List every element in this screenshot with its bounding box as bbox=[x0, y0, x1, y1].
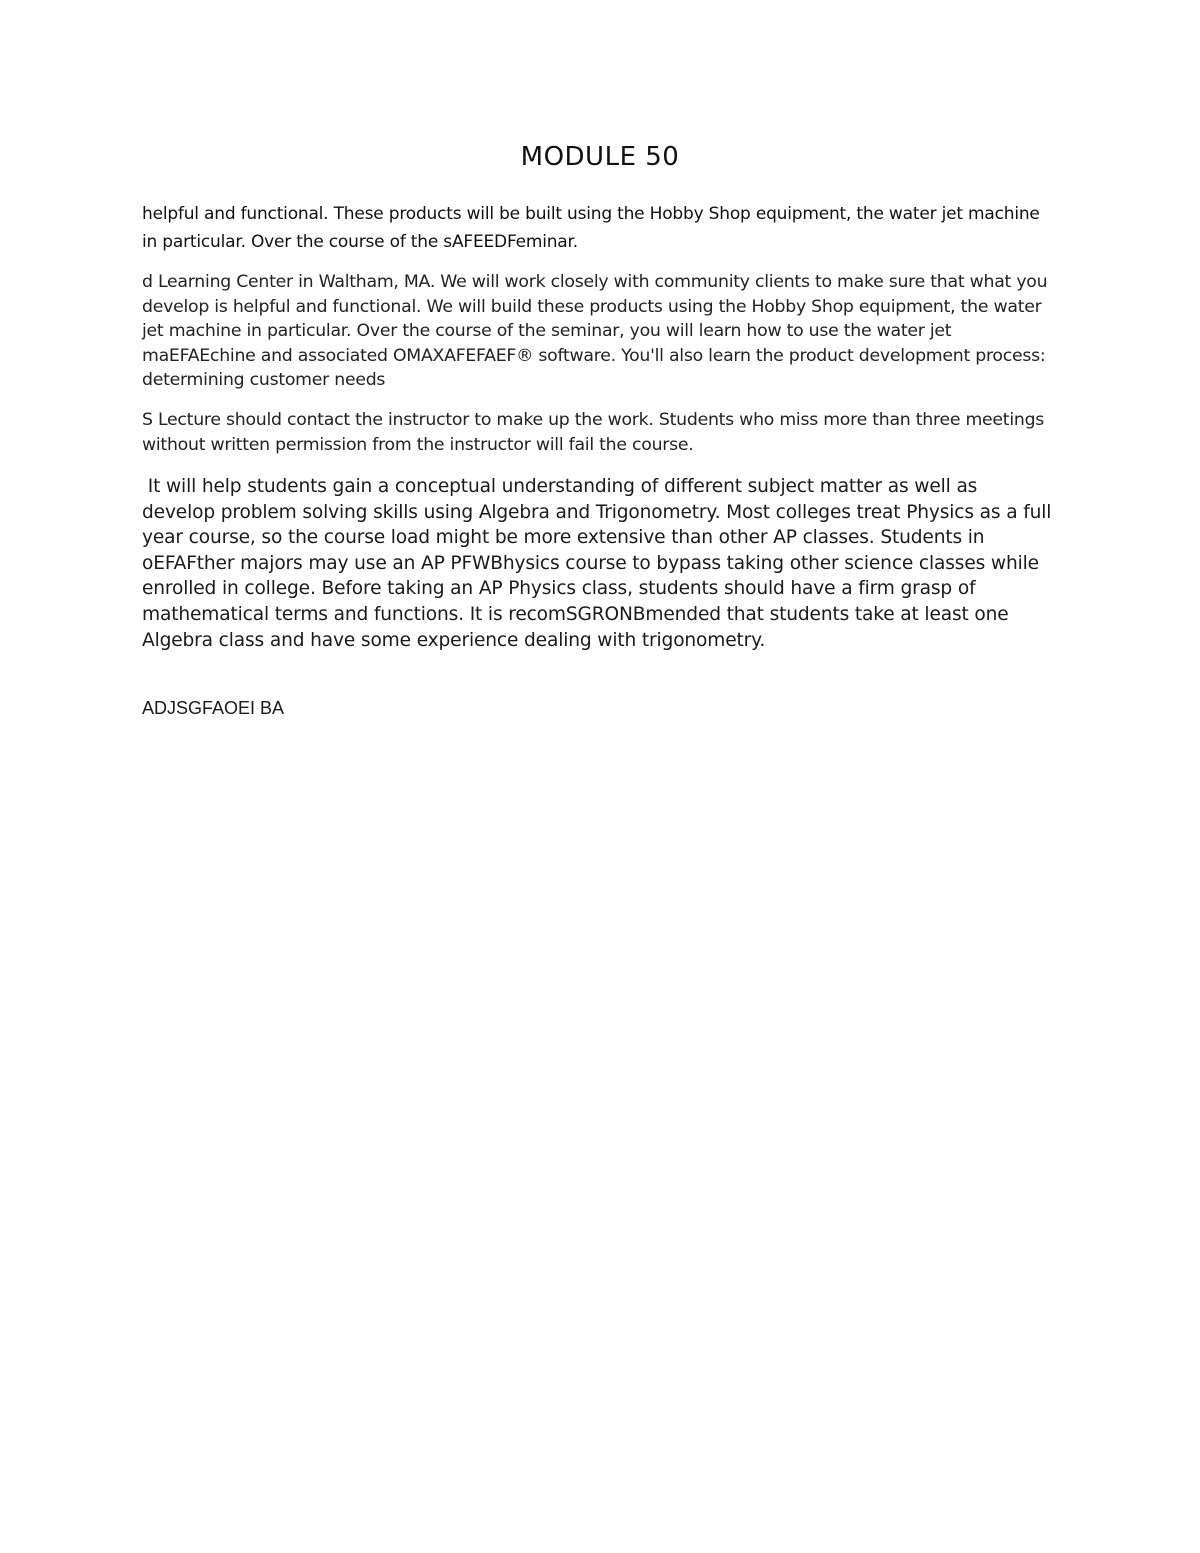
paragraph-4: It will help students gain a conceptual understanding of different subject matter as well as develop problem solving skills using Algebra and Trigonometry. Most colleges treat Physics as a full year course, so the course load might be more extensive than other AP classes. Students in oEFAFther majors may use an AP PFWBhysics course to bypass taking other science classes while enrolled in college. Before taking an AP Physics class, students should have a firm grasp of mathematical terms and functions. It is recomSGRONBmended that students take at least one Algebra class and have some experience dealing with trigonometry. bbox=[142, 476, 1058, 651]
paragraph-2: d Learning Center in Waltham, MA. We will work closely with community clients to make sure that what you develop is helpful and functional. We will build these products using the Hobby Shop equipment, the water jet machine in particular. Over the course of the seminar, you will learn how to use the water jet maEFAEchine and associated OMAXAFEFAEF® software. You'll also learn the product development process: determining customer needs bbox=[142, 272, 1048, 390]
paragraph-1: helpful and functional. These products will be built using the Hobby Shop equipment, the water jet machine in particular. Over the course of the sAFEEDFeminar. bbox=[142, 204, 1040, 252]
paragraph-5: ADJSGFAOEI BA bbox=[142, 698, 285, 718]
paragraph-3: S Lecture should contact the instructor to make up the work. Students who miss more than three meetings without written permission from the instructor will fail the course. bbox=[142, 410, 1045, 455]
page-title: MODULE 50 bbox=[520, 142, 680, 172]
